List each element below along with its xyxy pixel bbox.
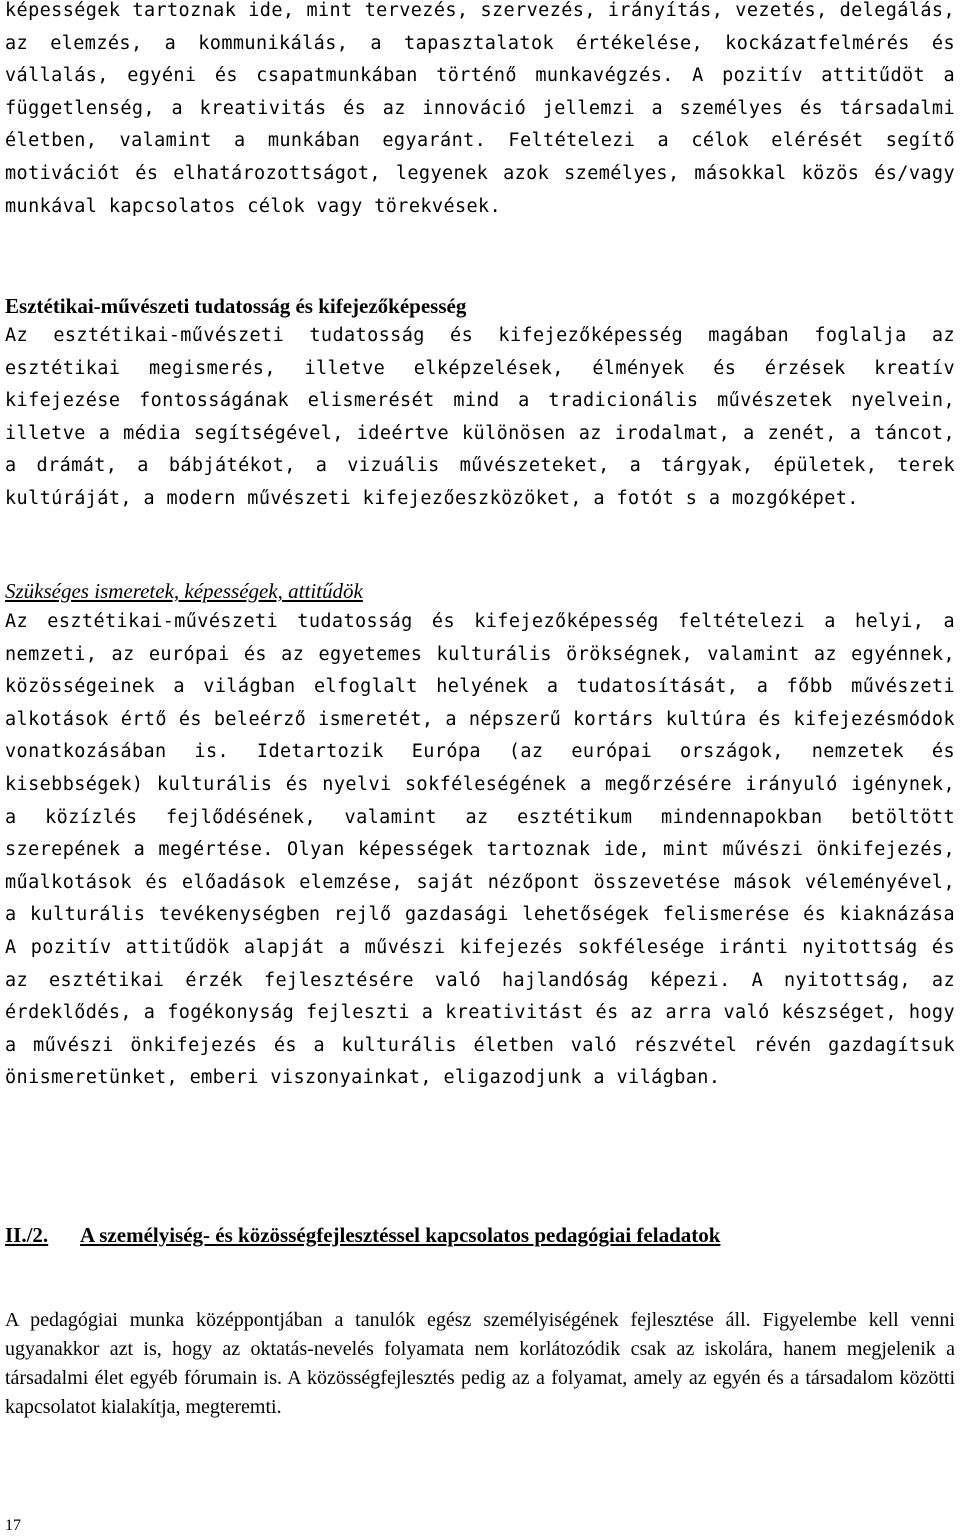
aesthetic-heading: Esztétikai-művészeti tudatosság és kifejezőképesség bbox=[5, 294, 467, 318]
aesthetic-paragraph: Az esztétikai-művészeti tudatosság és kifejezőképesség magában foglalja az esztétikai megismerés, illetve elképzelések, élmények és érzések kreatív kifejezése fontosságának elismerését mind a tradicionális művészetek nyelvein, illetve a média segítségével, ideértve különösen az irodalmat, a zenét, a táncot, a drámát, a bábjátékot, a vizuális művészeteket, a tárgyak, épületek, terek kultúráját, a modern művészeti kifejezőeszközöket, a fotót s a mozgóképet. bbox=[5, 325, 955, 509]
skills-paragraph: Az esztétikai-művészeti tudatosság és kifejezőképesség feltételezi a helyi, a nemzeti, az európai és az egyetemes kulturális örökségnek, valamint az egyénnek, közösségeinek a világban elfoglalt helyének a tudatosítását, a főbb művészeti alkotások értő és beleérző ismeretét, a népszerű kortárs kultúra és kifejezésmódok vonatkozásában is. Idetartozik Európa (az európai országok, nemzetek és kisebbségek) kulturális és nyelvi sokféleségének a megőrzésére irányuló igénynek, a közízlés fejlődésének, valamint az esztétikum mindennapokban betöltött szerepének a megértése. Olyan képességek tartoznak ide, mint művészi önkifejezés, műalkotások és előadások elemzése, saját nézőpont összevetése mások véleményével, a kulturális tevékenységben rejlő gazdasági lehetőségek felismerése és kiaknázása A pozitív attitűdök alapját a művészi kifejezés sokfélesége iránti nyitottság és az esztétikai érzék fejlesztésére való hajlandóság képezi. A nyitottság, az érdeklődés, a fogékonyság fejleszti a kreativitást és az arra való készséget, hogy a művészi önkifejezés és a kulturális életben való részvétel révén gazdagítsuk önismeretünket, emberi viszonyainkat, eligazodjunk a világban. bbox=[5, 611, 955, 1089]
page-number: 17 bbox=[5, 1517, 21, 1534]
section-title bbox=[5, 1222, 955, 1248]
intro-paragraph: képességek tartoznak ide, mint tervezés, szervezés, irányítás, vezetés, delegálás, az elemzés, a kommunikálás, a tapasztalatok értékelése, kockázatfelmérés és vállalás, egyéni és csapatmunkában történő munkavégzés. A pozitív attitűdöt a függetlenség, a kreativitás és az innováció jellemzi a személyes és társadalmi életben, valamint a munkában egyaránt. Feltételezi a célok elérését segítő motivációt és elhatározottságot, legyenek azok személyes, másokkal közös és/vagy munkával kapcsolatos célok vagy törekvések. bbox=[5, 0, 955, 217]
section-number: II./2. bbox=[5, 1223, 49, 1247]
section-title-text: A személyiség- és közösségfejlesztéssel kapcsolatos pedagógiai feladatok bbox=[80, 1223, 721, 1247]
skills-heading: Szükséges ismeretek, képességek, attitűdök bbox=[5, 579, 363, 603]
section-paragraph: A pedagógiai munka középpontjában a tanulók egész személyiségének fejlesztése áll. Figyelembe kell venni ugyanakkor azt is, hogy az oktatás-nevelés folyamata nem korlátozódik csak az iskolára, hanem megjelenik a társadalmi élet egyéb fórumain is. A közösségfejlesztés pedig az a folyamat, amely az egyén és a társadalom közötti kapcsolatot kialakítja, megteremti. bbox=[5, 1309, 955, 1418]
